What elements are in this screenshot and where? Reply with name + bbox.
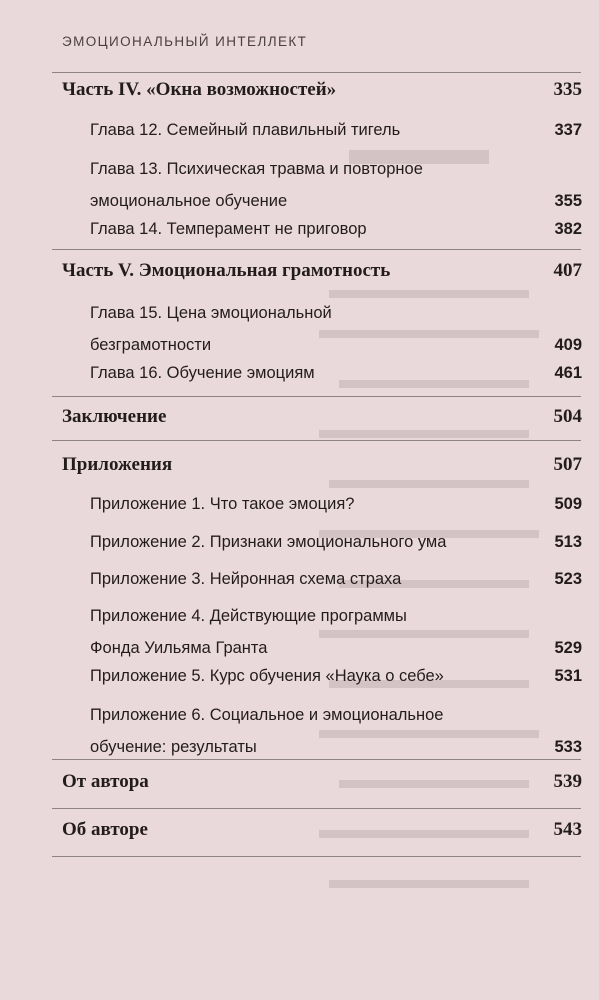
toc-page-number: 382 bbox=[554, 220, 582, 238]
toc-entry-title-line: Приложение 4. Действующие программы bbox=[90, 607, 407, 625]
toc-entry-title-line: Часть IV. «Окна возможностей» bbox=[62, 79, 337, 100]
toc-page-number: 543 bbox=[553, 819, 582, 840]
toc-page-number: 337 bbox=[554, 121, 582, 139]
toc-entry-title-line: безграмотности bbox=[90, 336, 212, 354]
toc-entry-title-line: Глава 12. Семейный плавильный тигель bbox=[90, 121, 401, 139]
toc-page-number: 533 bbox=[554, 738, 582, 756]
toc-entry-title bbox=[90, 529, 446, 555]
toc-page-number: 529 bbox=[554, 639, 582, 657]
divider-rule bbox=[52, 808, 581, 809]
toc-entry-title-line: Фонда Уильяма Гранта bbox=[90, 639, 268, 657]
divider-rule bbox=[52, 249, 581, 250]
toc-entry-title bbox=[90, 216, 367, 242]
toc-entry-title-line: Глава 16. Обучение эмоциям bbox=[90, 364, 315, 382]
toc-entry-title-line: Приложение 6. Социальное и эмоциональное bbox=[90, 706, 444, 724]
toc-entry-title bbox=[90, 360, 315, 386]
toc-page-number: 509 bbox=[554, 495, 582, 513]
toc-entry-title bbox=[62, 452, 172, 478]
toc-page-number: 407 bbox=[553, 260, 582, 281]
divider-rule bbox=[52, 440, 581, 441]
toc-page-number: 504 bbox=[553, 406, 582, 427]
toc-entry-title-line: Приложение 5. Курс обучения «Наука о себе» bbox=[90, 667, 444, 685]
toc-entry-title bbox=[62, 817, 148, 843]
toc-page-number: 355 bbox=[554, 192, 582, 210]
toc-entry-title-line: Глава 14. Темперамент не приговор bbox=[90, 220, 367, 238]
toc-entry-title-line: Глава 13. Психическая травма и повторное bbox=[90, 160, 423, 178]
toc-page-number: 531 bbox=[554, 667, 582, 685]
toc-entry-title bbox=[62, 769, 149, 795]
toc-entry-title-line: обучение: результаты bbox=[90, 738, 257, 756]
toc-entry-title bbox=[62, 404, 166, 430]
divider-rule bbox=[52, 759, 581, 760]
toc-entry-title-line: От автора bbox=[62, 771, 149, 792]
toc-entry-title bbox=[90, 566, 401, 592]
toc-page-number: 539 bbox=[553, 771, 582, 792]
toc-entry-title bbox=[90, 663, 444, 689]
running-head: ЭМОЦИОНАЛЬНЫЙ ИНТЕЛЛЕКТ bbox=[62, 34, 308, 49]
toc-entry-title bbox=[90, 491, 354, 517]
toc-page-number: 523 bbox=[554, 570, 582, 588]
toc-entry-title-line: Об авторе bbox=[62, 819, 148, 840]
toc-entry-title-line: Глава 15. Цена эмоциональной bbox=[90, 304, 332, 322]
toc-entry-title bbox=[90, 156, 423, 214]
toc-entry-title bbox=[90, 603, 407, 661]
divider-rule bbox=[52, 72, 581, 73]
toc-page-number: 461 bbox=[554, 364, 582, 382]
toc-page-number: 335 bbox=[553, 79, 582, 100]
toc-page-number: 507 bbox=[553, 454, 582, 475]
toc-entry-title-line: Приложения bbox=[62, 454, 173, 475]
toc-entry-title bbox=[90, 300, 332, 358]
toc-entry-title-line: эмоциональное обучение bbox=[90, 192, 288, 210]
toc-page-number: 513 bbox=[554, 533, 582, 551]
toc-entry-title-line: Приложение 2. Признаки эмоционального ума bbox=[90, 533, 447, 551]
toc-entry-title-line: Заключение bbox=[62, 406, 167, 427]
toc-entry-title bbox=[62, 77, 336, 103]
toc-entry-title bbox=[90, 117, 400, 143]
toc-entry-title bbox=[62, 258, 390, 284]
toc-page-number: 409 bbox=[554, 336, 582, 354]
toc-entry-title-line: Часть V. Эмоциональная грамотность bbox=[62, 260, 391, 281]
toc-entry-title-line: Приложение 3. Нейронная схема страха bbox=[90, 570, 402, 588]
divider-rule bbox=[52, 396, 581, 397]
toc-entry-title-line: Приложение 1. Что такое эмоция? bbox=[90, 495, 355, 513]
divider-rule bbox=[52, 856, 581, 857]
toc-entry-title bbox=[90, 702, 443, 760]
